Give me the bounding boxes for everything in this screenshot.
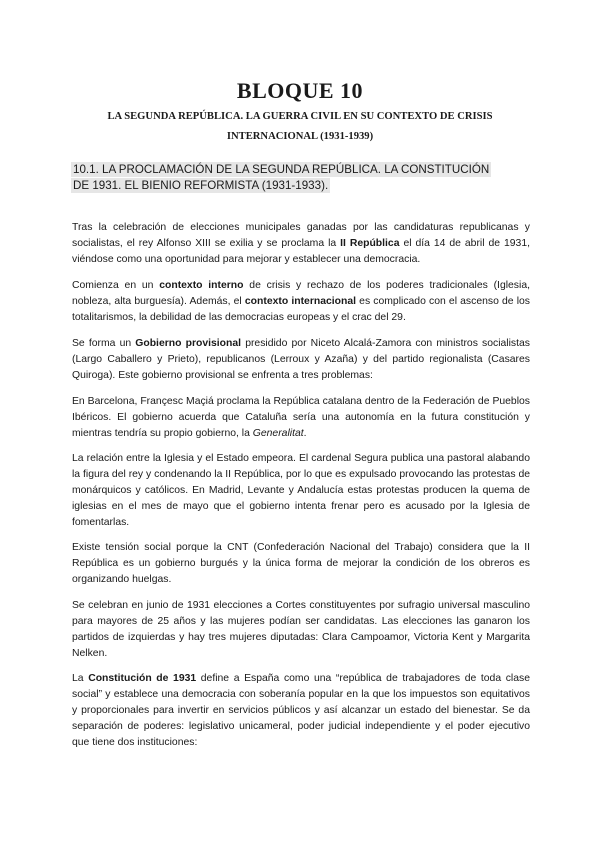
text-run: es complicado con el ascenso de los totalitarismos, la debilidad de las democracias europeas y el crac del 29. [72,296,530,323]
text-run: presidido por Niceto Alcalá-Zamora con ministros socialistas (Largo Caballero y Prieto), republicanos (Lerroux y Azaña) y del partido regionalista (Casares Quiroga). Este gobierno provisional se enfrenta a tres problemas: [72,338,530,381]
bold-term: contexto internacional [244,296,357,307]
bold-term: Constitución de 1931 [88,673,197,684]
text-run: En Barcelona, Françesc Maçiá proclama la República catalana dentro de la Federación de Pueblos Ibéricos. El gobierno acuerda que Cataluña sería una autonomía en la futura constitución y mientras tendría su propio gobierno, la [72,396,530,439]
paragraph-church: La relación entre la Iglesia y el Estado empeora. El cardenal Segura publica una pastoral alabando la figura del rey y condenando la II República, por lo que es expulsado provocando las protestas de monárquicos y católicos. En Madrid, Levante y Andalucía estas protestas producen la quema de iglesias en el mes de mayo que el gobierno intenta frenar pero es acusado por la Iglesia de fomentarlas. [72,453,530,528]
document-subtitle: LA SEGUNDA REPÚBLICA. LA GUERRA CIVIL EN SU CONTEXTO DE CRISIS INTERNACIONAL (1931-1939) [107,111,493,142]
text-run: Se forma un [72,338,136,349]
text-run: Tras la celebración de elecciones municipales ganadas por las candidaturas republicanas y socialistas, el rey Alfonso XIII se exilia y se proclama la [72,222,530,249]
paragraph-proclamation [72,220,530,268]
text-run: el día 14 de abril de 1931, viéndose como una oportunidad para mejorar y establecer una democracia. [72,238,530,265]
paragraph-context [72,278,530,326]
paragraph-provisional-government [72,336,530,384]
paragraph-catalonia [72,394,530,442]
text-run: La [72,673,89,684]
paragraph-elections: Se celebran en junio de 1931 elecciones a Cortes constituyentes por sufragio universal masculino para mayores de 25 años y las mujeres podían ser candidatas. Las elecciones las ganaron los partidos de izquierdas y hay tres mujeres diputadas: Clara Campoamor, Victoria Kent y Margarita Nelken. [72,600,530,659]
text-run: . [303,428,307,439]
bold-term: II República [340,238,400,249]
text-run: define a España como una “república de trabajadores de toda clase social” y establece una democracia con soberanía popular en la que los impuestos son equitativos y proporcionales para invertir en servicios públicos y así alcanzar un estado del bienestar. Se da separación de poderes: legislativo unicameral, poder judicial independiente y el poder ejecutivo que tiene dos instituciones: [72,673,530,748]
bold-term: contexto interno [159,280,244,291]
section-heading-text: 10.1. LA PROCLAMACIÓN DE LA SEGUNDA REPÚBLICA. LA CONSTITUCIÓN DE 1931. EL BIENIO REFORMISTA (1931-1933). [73,163,490,192]
text-run: Comienza en un [72,280,160,291]
text-run: de crisis y rechazo de los poderes tradicionales (Iglesia, nobleza, alta burguesía). Además, el [72,280,530,307]
document-title: BLOQUE 10 [236,78,364,103]
paragraph-social-tension: Existe tensión social porque la CNT (Confederación Nacional del Trabajo) considera que la II República es un gobierno burgués y la única forma de mejorar la condición de los obreros es organizando huelgas. [72,542,530,585]
bold-term: Gobierno provisional [135,338,242,349]
italic-term: Generalitat [252,428,304,439]
paragraph-constitution [72,671,530,751]
section-heading [71,162,491,194]
